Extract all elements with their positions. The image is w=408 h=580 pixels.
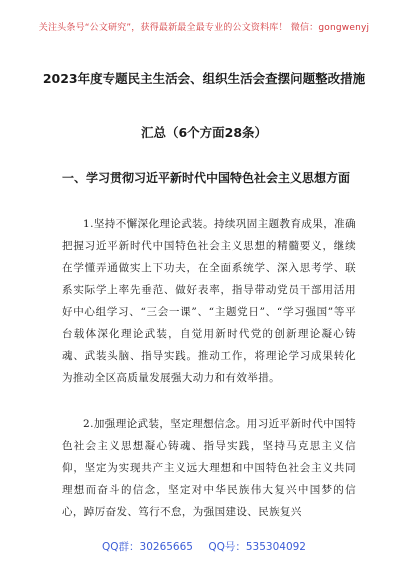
paragraph-2: 2.加强理论武装，坚定理想信念。用习近平新时代中国特色社会主义思想凝心铸魂、指导实践，坚持马克思主义信仰，坚定为实现共产主义远大理想和中国特色社会主义共同理想而奋斗的信念，坚定对中华民族伟大复兴中国梦的信心，踔厉奋发、笃行不怠，为强国建设、民族复兴 (62, 418, 356, 518)
document-title-line1: 2023年度专题民主生活会、组织生活会查摆问题整改措施 (42, 71, 366, 86)
paragraph-1: 1.坚持不懈深化理论武装。持续巩固主题教育成果，准确把握习近平新时代中国特色社会主义思想的精髓要义，继续在学懂弄通做实上下功夫，在全面系统学、深入思考学、联系实际学上率先垂范、做好表率，指导带动党员干部用活用好中心组学习、“三会一课”、“主题党日”、“学习强国”等平台载体深化理论武装，自觉用新时代党的创新理论凝心铸魂、武装头脑、指导实践。推动工作，将理论学习成果转化为推动全区高质量发展强大动力和有效举措。 (62, 218, 356, 384)
promo-banner: 关注头条号“公文研究”，获得最新最全最专业的公文资料库！ 微信：gongwenyj (38, 23, 370, 33)
footer-qq-group: QQ群：30265665 (102, 541, 193, 553)
footer-contacts (0, 539, 408, 554)
section-heading: 一、学习贯彻习近平新时代中国特色社会主义思想方面 (62, 171, 351, 185)
document-title-line2: 汇总（6个方面28条） (140, 125, 268, 140)
footer-qq-number: QQ号：535304092 (208, 541, 306, 553)
